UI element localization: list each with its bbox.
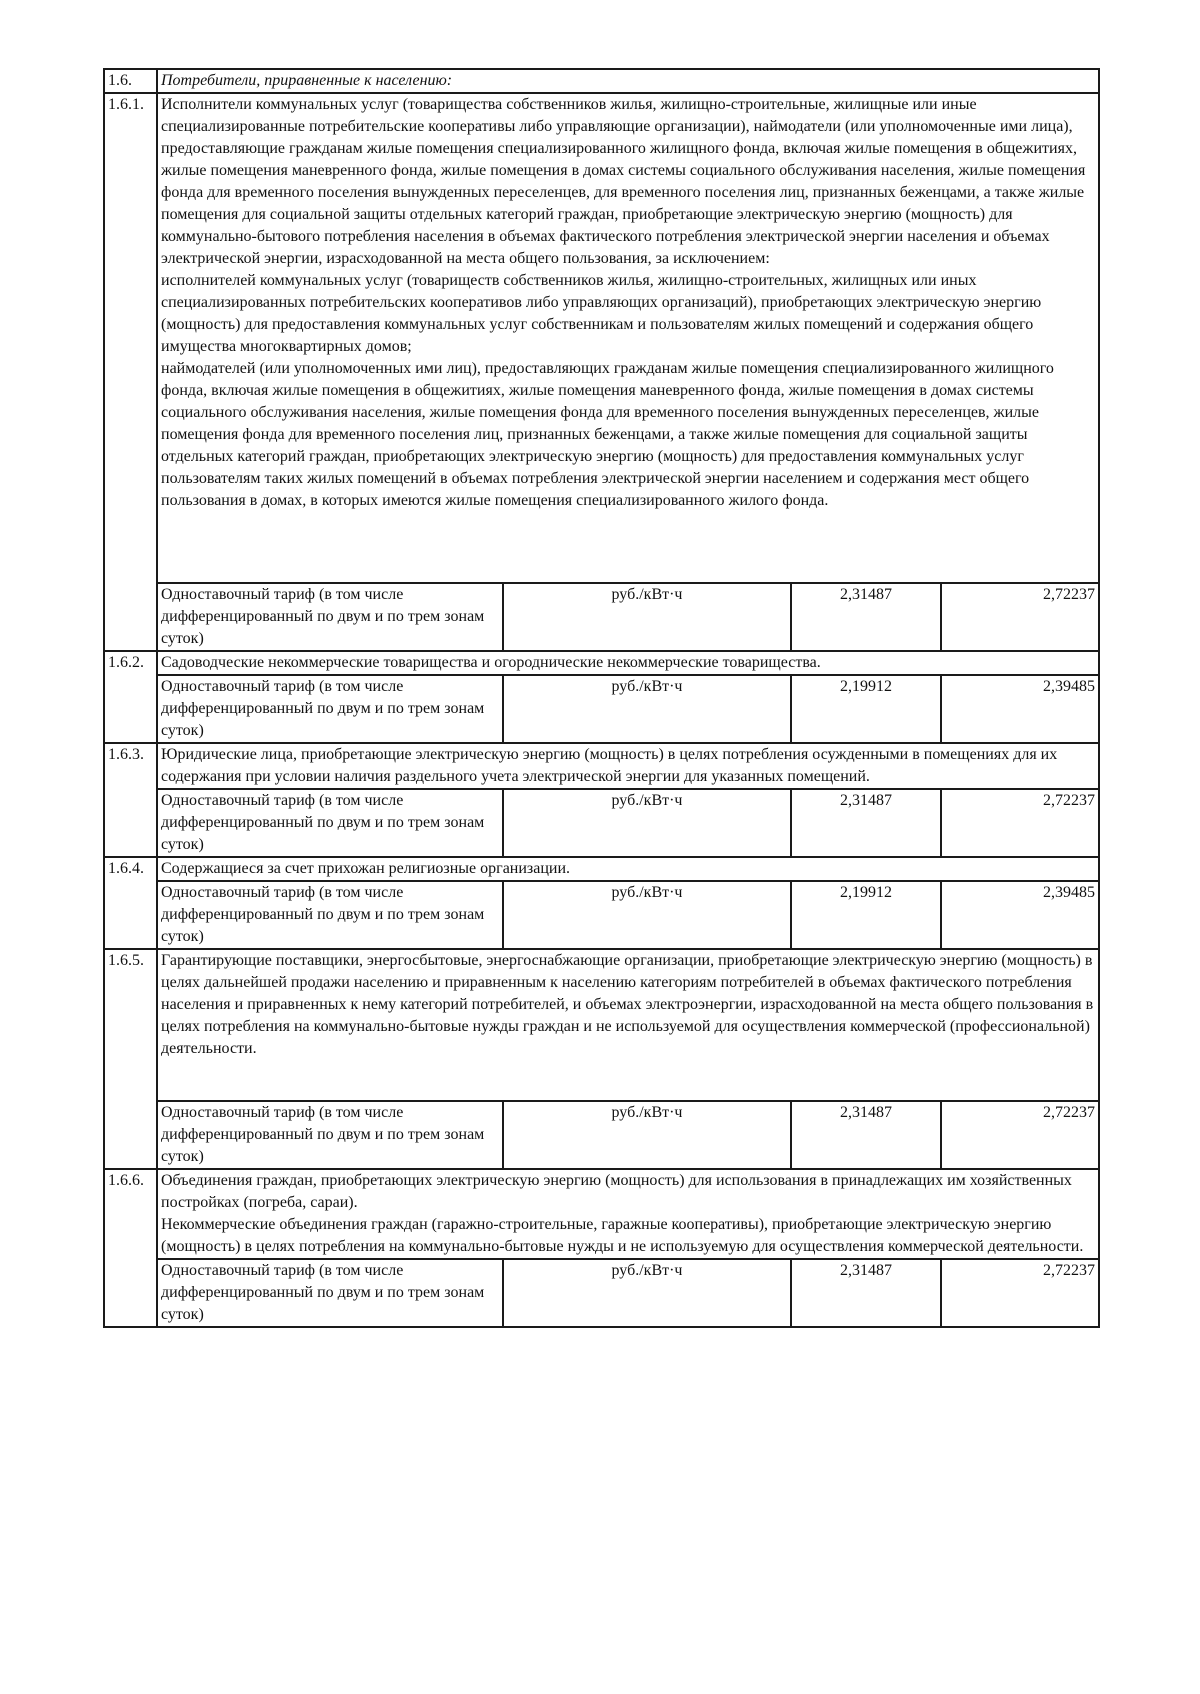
group-number: 1.6.1.	[104, 93, 157, 651]
group-description-row	[104, 93, 1099, 583]
group-number: 1.6.5.	[104, 949, 157, 1169]
tariff-value-first-half: 2,19912	[791, 675, 941, 743]
group-number: 1.6.4.	[104, 857, 157, 949]
group-number: 1.6.6.	[104, 1169, 157, 1327]
section-number: 1.6.	[104, 69, 157, 93]
group-description	[157, 1169, 1099, 1259]
tariff-row	[104, 1259, 1099, 1327]
tariff-table	[103, 68, 1100, 1328]
tariff-value-second-half: 2,39485	[941, 675, 1099, 743]
description-paragraph: Содержащиеся за счет прихожан религиозные организации.	[161, 860, 571, 877]
group-description-row	[104, 949, 1099, 1101]
tariff-row	[104, 789, 1099, 857]
tariff-value-second-half: 2,72237	[941, 789, 1099, 857]
tariff-label: Одноставочный тариф (в том числе дифференцированный по двум и по трем зонам суток)	[157, 1101, 503, 1169]
tariff-row	[104, 583, 1099, 651]
group-description	[157, 743, 1099, 789]
tariff-unit: руб./кВт·ч	[503, 881, 791, 949]
description-paragraph: исполнителей коммунальных услуг (товариществ собственников жилья, жилищно-строительных, жилищных или иных специализированных потребительских кооперативов либо управляющих организаций), приобретающих электрическую энергию (мощность) для предоставления коммунальных услуг собственникам и пользователям жилых помещений и содержания общего имущества многоквартирных домов;	[161, 272, 1042, 355]
tariff-label: Одноставочный тариф (в том числе дифференцированный по двум и по трем зонам суток)	[157, 675, 503, 743]
tariff-unit: руб./кВт·ч	[503, 675, 791, 743]
description-paragraph: Гарантирующие поставщики, энергосбытовые, энергоснабжающие организации, приобретающие электрическую энергию (мощность) в целях дальнейшей продажи населению и приравненным к населению категориям потребителей в объемах фактического потребления населения и приравненных к нему категорий потребителей, и объемах электроэнергии, израсходованной на места общего пользования в целях потребления на коммунально-бытовые нужды граждан и не используемой для осуществления коммерческой (профессиональной) деятельности.	[161, 952, 1094, 1057]
tariff-value-second-half: 2,72237	[941, 1259, 1099, 1327]
group-description	[157, 93, 1099, 583]
tariff-label: Одноставочный тариф (в том числе дифференцированный по двум и по трем зонам суток)	[157, 881, 503, 949]
tariff-unit: руб./кВт·ч	[503, 583, 791, 651]
tariff-row	[104, 1101, 1099, 1169]
section-title: Потребители, приравненные к населению:	[157, 69, 1099, 93]
group-description-row	[104, 1169, 1099, 1259]
tariff-value-second-half: 2,72237	[941, 1101, 1099, 1169]
tariff-label: Одноставочный тариф (в том числе дифференцированный по двум и по трем зонам суток)	[157, 583, 503, 651]
description-paragraph: Объединения граждан, приобретающих электрическую энергию (мощность) для использования в принадлежащих им хозяйственных постройках (погреба, сараи).	[161, 1172, 1072, 1211]
tariff-value-second-half: 2,72237	[941, 583, 1099, 651]
group-description	[157, 857, 1099, 881]
tariff-unit: руб./кВт·ч	[503, 789, 791, 857]
group-description	[157, 949, 1099, 1101]
tariff-unit: руб./кВт·ч	[503, 1101, 791, 1169]
section-header-row	[104, 69, 1099, 93]
description-paragraph: Садоводческие некоммерческие товарищества и огороднические некоммерческие товарищества.	[161, 654, 821, 671]
tariff-unit: руб./кВт·ч	[503, 1259, 791, 1327]
tariff-value-second-half: 2,39485	[941, 881, 1099, 949]
group-description-row	[104, 651, 1099, 675]
group-number: 1.6.3.	[104, 743, 157, 857]
group-description-row	[104, 857, 1099, 881]
description-paragraph: Юридические лица, приобретающие электрическую энергию (мощность) в целях потребления осужденными в помещениях для их содержания при условии наличия раздельного учета электрической энергии для указанных помещений.	[161, 746, 1058, 785]
tariff-label: Одноставочный тариф (в том числе дифференцированный по двум и по трем зонам суток)	[157, 789, 503, 857]
description-paragraph: Исполнители коммунальных услуг (товарищества собственников жилья, жилищно-строительные, жилищные или иные специализированные потребительские кооперативы либо управляющие организации), наймодатели (или уполномоченные ими лица), предоставляющие гражданам жилые помещения специализированного жилищного фонда, включая жилые помещения в общежитиях, жилые помещения маневренного фонда, жилые помещения в домах системы социального обслуживания населения, жилые помещения фонда для временного поселения вынужденных переселенцев, для временного поселения лиц, признанных беженцами, а также жилые помещения для социальной защиты отдельных категорий граждан, приобретающие электрическую энергию (мощность) для коммунально-бытового потребления населения в объемах фактического потребления электрической энергии населения и объемах электрической энергии, израсходованной на места общего пользования, за исключением:	[161, 96, 1086, 267]
description-paragraph: наймодателей (или уполномоченных ими лиц), предоставляющих гражданам жилые помещения специализированного жилищного фонда, включая жилые помещения в общежитиях, жилые помещения маневренного фонда, жилые помещения в домах системы социального обслуживания населения, жилые помещения фонда для временного поселения вынужденных переселенцев, жилые помещения фонда для временного поселения лиц, признанных беженцами, а также жилые помещения для социальной защиты отдельных категорий граждан, приобретающих электрическую энергию (мощность) для предоставления коммунальных услуг пользователям таких жилых помещений в объемах потребления электрической энергии населением и содержания мест общего пользования в домах, в которых имеются жилые помещения специализированного жилого фонда.	[161, 360, 1054, 509]
description-paragraph: Некоммерческие объединения граждан (гаражно-строительные, гаражные кооперативы), приобретающие электрическую энергию (мощность) в целях потребления на коммунально-бытовые нужды и не используемую для осуществления коммерческой деятельности.	[161, 1216, 1084, 1255]
group-number: 1.6.2.	[104, 651, 157, 743]
tariff-value-first-half: 2,31487	[791, 583, 941, 651]
group-description-row	[104, 743, 1099, 789]
tariff-value-first-half: 2,31487	[791, 1101, 941, 1169]
tariff-value-first-half: 2,31487	[791, 1259, 941, 1327]
tariff-row	[104, 675, 1099, 743]
group-description	[157, 651, 1099, 675]
tariff-row	[104, 881, 1099, 949]
tariff-label: Одноставочный тариф (в том числе дифференцированный по двум и по трем зонам суток)	[157, 1259, 503, 1327]
tariff-value-first-half: 2,19912	[791, 881, 941, 949]
tariff-value-first-half: 2,31487	[791, 789, 941, 857]
